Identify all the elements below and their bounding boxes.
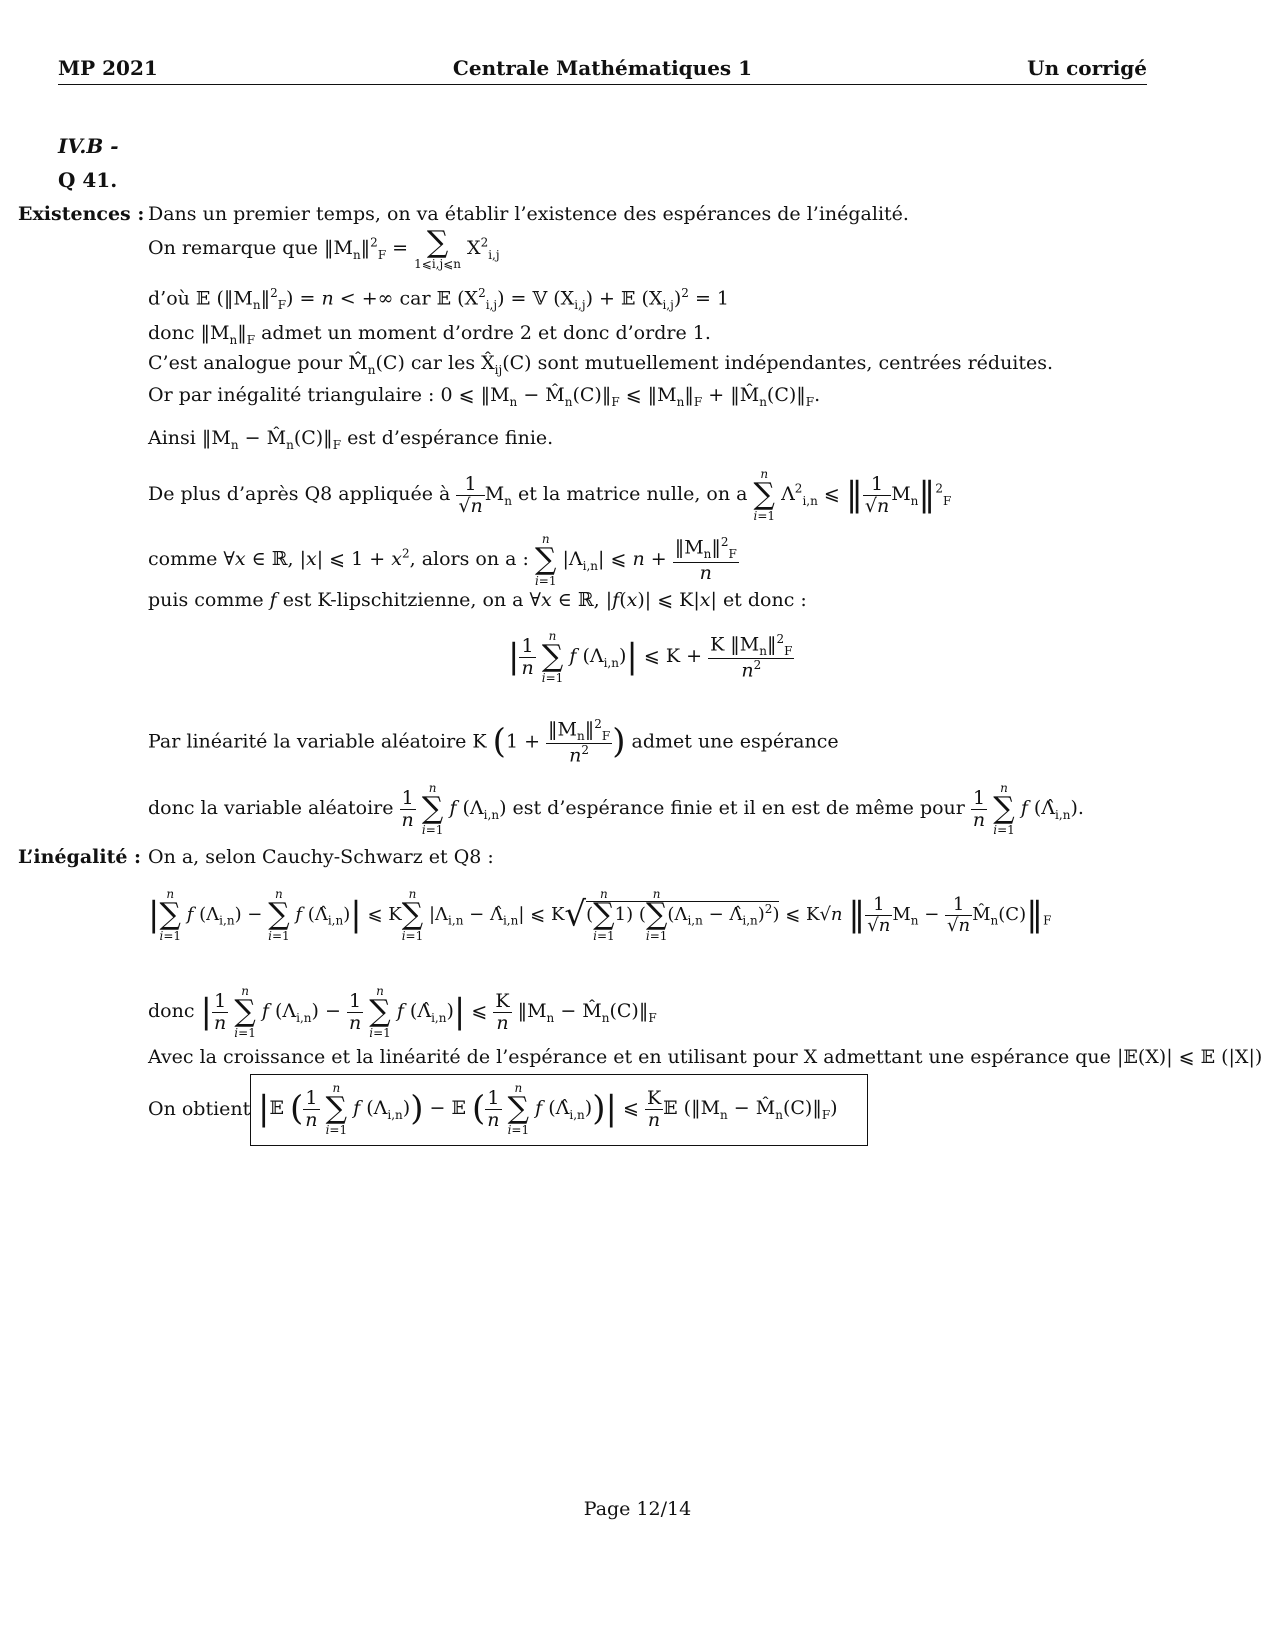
line-moment: donc $‖M_n‖_F$ admet un moment d’ordre 2 et donc d’ordre 1. xyxy=(148,322,711,347)
text-fragment: d’où xyxy=(148,287,190,310)
line-donc-inequality: donc | $\frac{1}{n}$ n ∑ i=1 f $(\Lambda_{i,n})$ − $\frac{1}{n}$ n ∑ i=1 f $(\Lambdâ_{i,n})|$ ⩽ $\frac{K}{n}$ $‖M_n$ − $M̂_n(C)‖_F$ xyxy=(148,984,657,1040)
line-analogue: C’est analogue pour $M̂_n(C)$ car les $X̂_{ij}(C)$ sont mutuellement indépendantes, centrées réduites. xyxy=(148,352,1054,377)
text-fragment: puis comme xyxy=(148,589,264,611)
header-left: MP 2021 xyxy=(58,56,158,80)
text-fragment: Or par inégalité triangulaire : xyxy=(148,384,435,406)
text-fragment: est d’espérance finie. xyxy=(347,427,554,449)
line-linearity: Par linéarité la variable aléatoire K (1 + $\frac{‖M_n‖^2_F}{n^2}$ ) admet une espérance xyxy=(148,717,839,767)
question-number: Q 41. xyxy=(58,168,118,192)
text-fragment: et la matrice nulle, on a xyxy=(518,483,748,505)
line-triangle-inequality: Or par inégalité triangulaire : 0 ⩽ $‖M_n$ − $M̂_n(C)‖_F$ ⩽ $‖M_n‖_F$ + $‖M̂_n(C)‖_F$. xyxy=(148,384,821,409)
line-expectation-properties: Avec la croissance et la linéarité de l’espérance et en utilisant pour X admettant une espérance que |𝔼(X)| ⩽ 𝔼 (|X|) xyxy=(148,1046,1263,1068)
text-fragment: est K-lipschitzienne, on a xyxy=(282,589,524,611)
text-fragment: donc xyxy=(148,1000,195,1022)
line-expectation-norm: d’où 𝔼 $(‖M_n‖^2_F) = n$ < +∞ car 𝔼 $(X^2_{i,j})$ = 𝕍 $(X_{i,j})$ + 𝔼 $(X_{i,j})^2 = 1$ xyxy=(148,286,729,313)
line-q8-bound: De plus d’après Q8 appliquée à $\frac{1}{√n}$ $M_n$ et la matrice nulle, on a n ∑ i=1 $\Lambda^2_{i,n}$ ⩽ ‖ $\frac{1}{√n}$ $M_n‖^2_F$ xyxy=(148,467,952,523)
page-header xyxy=(58,56,1147,85)
display-equation-result: |𝔼 ( $\frac{1}{n}$ n ∑ i=1 f $(\Lambda_{i,n})$) − 𝔼 ( $\frac{1}{n}$ n ∑ i=1 f $(\Lambdâ_{i,n}))|$ ⩽ $\frac{K}{n}$ 𝔼 ($‖M_n$ − $M̂_n(C)‖_F$) xyxy=(258,1081,838,1137)
line-cauchy-schwarz: On a, selon Cauchy-Schwarz et Q8 : xyxy=(148,846,494,868)
text-fragment: car les xyxy=(410,352,476,374)
header-right: Un corrigé xyxy=(1027,56,1147,80)
text-fragment: De plus d’après Q8 appliquée à xyxy=(148,483,451,505)
display-equation-cauchy-schwarz: | n ∑ i=1 f $(\Lambda_{i,n})$ − n ∑ i=1 f $(\Lambdâ_{i,n})|$ ⩽ K n ∑ i=1 $|\Lambda_{i,n}$ − $\Lambdâ_{i,n}|$ ⩽ K√( n ∑ i=1 1) ( n ∑ i=1 ($\Lambda_{i,n}$ − $\Lambdâ_{i,n})^2$) ⩽ K√n ‖ $\frac{1}{√n}$ $M_n$ − $\frac{1}{√n}$ $M̂_n(C)‖_F$ xyxy=(148,887,1052,943)
display-equation-bound: | $\frac{1}{n}$ n ∑ i=1 f $(\Lambda_{i,n})|$ ⩽ K + $\frac{K ‖M_n‖^2_F}{n^2}$ xyxy=(508,629,793,685)
line-random-variable: donc la variable aléatoire $\frac{1}{n}$ n ∑ i=1 f $(\Lambda_{i,n})$ est d’espérance finie et il en est de même pour $\frac{1}{n}$ n ∑ i=1 f $(\Lambdâ_{i,n})$. xyxy=(148,781,1084,837)
label-inegalite: L’inégalité : xyxy=(18,846,142,868)
label-existences: Existences : xyxy=(18,203,145,225)
line-lipschitz: puis comme f est K-lipschitzienne, on a ∀x ∈ ℝ, |f(x)| ⩽ K|x| et donc : xyxy=(148,589,807,611)
text-fragment: admet une espérance xyxy=(631,730,839,753)
text-fragment: On remarque que xyxy=(148,237,318,259)
text-fragment: car xyxy=(399,287,431,310)
page-footer: Page 12/14 xyxy=(583,1498,692,1520)
text-fragment: alors on a : xyxy=(421,548,529,570)
text-fragment: admet un moment d’ordre 2 et donc d’ordre 1. xyxy=(261,322,711,344)
text-fragment: Par linéarité la variable aléatoire K xyxy=(148,730,487,753)
text-fragment: C’est analogue pour xyxy=(148,352,343,374)
text-fragment: sont mutuellement indépendantes, centrées réduites. xyxy=(537,352,1054,374)
text-fragment: est d’espérance finie et il en est de même pour xyxy=(512,797,965,819)
header-center: Centrale Mathématiques 1 xyxy=(452,56,753,80)
text-fragment: donc la variable aléatoire xyxy=(148,797,394,819)
text-fragment: et donc : xyxy=(722,589,807,611)
line-finite-expectation: Ainsi $‖M_n$ − $M̂_n(C)‖_F$ est d’espérance finie. xyxy=(148,427,554,452)
line-result-intro: On obtient xyxy=(148,1098,251,1120)
text-fragment: Ainsi xyxy=(148,427,196,449)
section-part: IV.B - xyxy=(58,134,119,158)
line-abs-bound: comme ∀x ∈ ℝ, |x| ⩽ $1 + x^2$, alors on a : n ∑ i=1 $|\Lambda_{i,n}|$ ⩽ n + $\frac{‖M_n‖^2_F}{n}$ xyxy=(148,532,737,588)
line-frobenius-sum: On remarque que $‖M_n‖^2_F$ = ∑ 1⩽i,j⩽n $X^2_{i,j}$ xyxy=(148,225,500,271)
text-fragment: comme xyxy=(148,548,218,570)
line-intro: Dans un premier temps, on va établir l’existence des espérances de l’inégalité. xyxy=(148,203,909,225)
text-fragment: donc xyxy=(148,322,195,344)
